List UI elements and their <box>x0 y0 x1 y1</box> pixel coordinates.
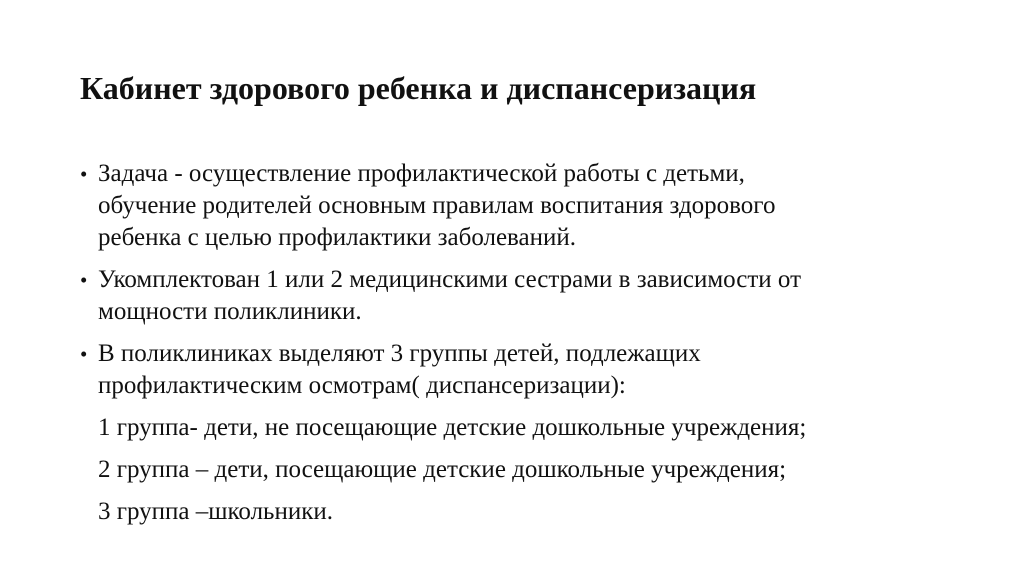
bullet-line: обучение родителей основным правилам воспитания здорового <box>98 192 776 219</box>
bullet-line: ребенка с целью профилактики заболеваний. <box>98 224 577 251</box>
bullet-line: Укомплектован 1 или 2 медицинскими сестрами в зависимости от <box>98 266 802 293</box>
bullet-line: мощности поликлиники. <box>98 298 362 325</box>
group-item: 2 группа – дети, посещающие детские дошкольные учреждения; <box>98 456 787 483</box>
group-item: 1 группа- дети, не посещающие детские дошкольные учреждения; <box>98 414 807 441</box>
slide-title: Кабинет здорового ребенка и диспансеризация <box>80 70 757 106</box>
slide-content <box>80 158 940 538</box>
bullet-line: В поликлиниках выделяют 3 группы детей, подлежащих <box>98 340 701 367</box>
bullet-icon: • <box>80 162 88 186</box>
bullet-item <box>80 264 940 328</box>
bullet-item <box>80 338 940 402</box>
bullet-item <box>80 158 940 254</box>
bullet-line: Задача - осуществление профилактической работы с детьми, <box>98 160 745 187</box>
bullet-line: профилактическим осмотрам( диспансеризации): <box>98 372 626 399</box>
group-item: 3 группа –школьники. <box>98 498 333 525</box>
bullet-icon: • <box>80 268 88 292</box>
bullet-icon: • <box>80 342 88 366</box>
